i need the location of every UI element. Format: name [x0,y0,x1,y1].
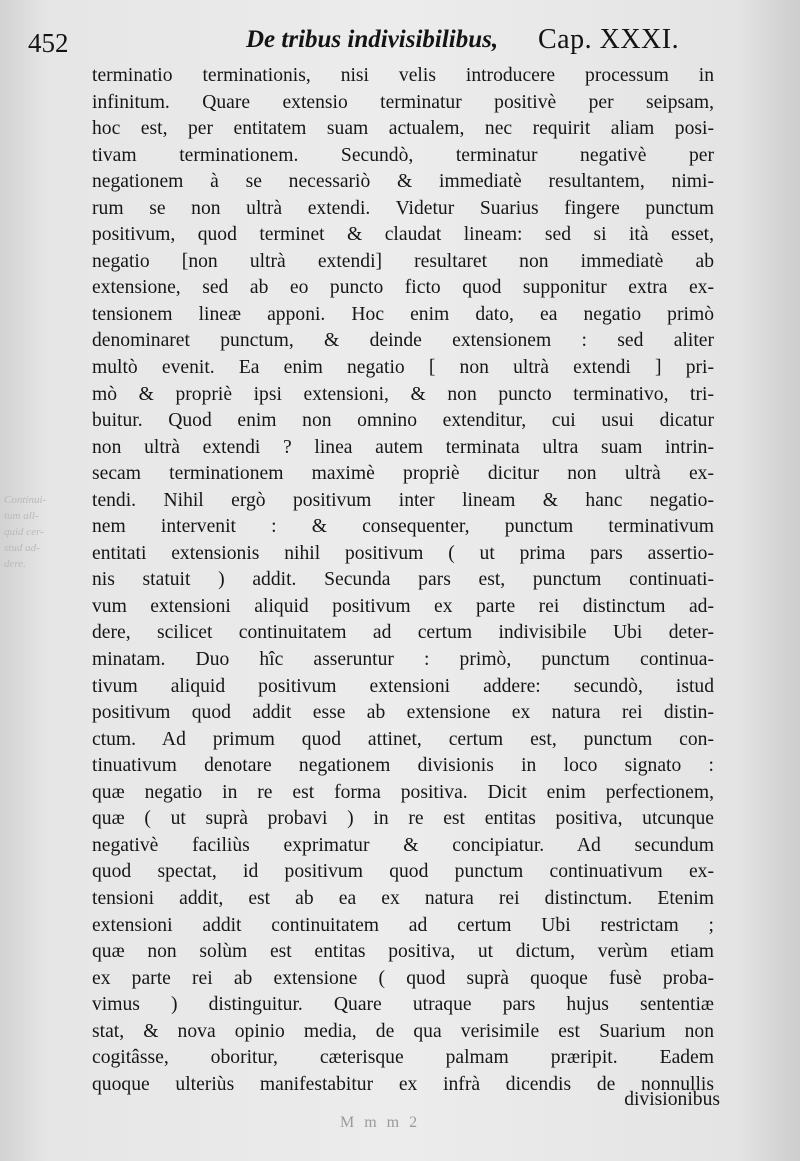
text-line: infinitum. Quare extensio terminatur positivè per seipsam, [92,91,714,113]
text-line: cogitâsse, oboritur, cæterisque palmam præripit. Eadem [92,1047,714,1069]
book-title: De tribus indivisibilibus, [246,26,499,53]
text-line: positivum quod addit esse ab extensione ex natura rei distin- [92,702,714,724]
text-line: tivum aliquid positivum extensioni addere: secundò, istud [92,675,714,697]
text-line: vimus ) distinguitur. Quare utraque pars hujus sententiæ [92,994,714,1016]
text-line: nis statuit ) addit. Secunda pars est, punctum continuati- [92,569,714,591]
text-line: extensioni addit continuitatem ad certum Ubi restrictam ; [92,914,714,936]
text-line: terminatio terminationis, nisi velis introducere processum in [92,65,714,86]
running-head [28,22,688,62]
text-line: dere, scilicet continuitatem ad certum indivisibile Ubi deter- [92,622,714,644]
text-line: quod spectat, id positivum quod punctum continuativum ex- [92,861,714,883]
body-text [92,63,714,1098]
text-line: mò & propriè ipsi extensioni, & non puncto terminativo, tri- [92,383,714,405]
text-line: vum extensioni aliquid positivum ex parte rei distinctum ad- [92,595,714,617]
text-line: secam terminationem maximè propriè dicitur non ultrà ex- [92,463,714,485]
text-line: tinuativum denotare negationem divisionis in loco signato : [92,755,714,777]
catchword: divisionibus [624,1089,720,1110]
bleed-through-margin-note [4,492,74,592]
text-line: minatam. Duo hîc asseruntur : primò, punctum continua- [92,649,714,671]
text-line: quæ non solùm est entitas positiva, ut dictum, verùm etiam [92,941,714,963]
bleed-through-line: Continui- [4,494,47,506]
text-line: negativè faciliùs exprimatur & concipiatur. Ad secundum [92,834,714,856]
text-line: denominaret punctum, & deinde extensionem : sed aliter [92,330,714,352]
text-line: hoc est, per entitatem suam actualem, nec requirit aliam posi- [92,118,714,140]
text-line: ctum. Ad primum quod attinet, certum est, punctum con- [92,728,714,750]
bleed-through-line: dere. [4,558,26,570]
text-line: positivum, quod terminet & claudat lineam: sed si ità esset, [92,224,714,246]
text-line: rum se non ultrà extendi. Videtur Suarius fingere punctum [92,197,714,219]
text-line: multò evenit. Ea enim negatio [ non ultrà extendi ] pri- [92,357,714,379]
chapter-label: Cap. XXXI. [538,24,680,55]
text-line: tendi. Nihil ergò positivum inter lineam & hanc negatio- [92,489,714,511]
text-line: negatio [non ultrà extendi] resultaret non immediatè ab [92,250,714,272]
text-line: ex parte rei ab extensione ( quod suprà quoque fusè proba- [92,967,714,989]
page-number: 452 [28,28,69,58]
bleed-through-line: quid cer- [4,526,44,538]
text-line: nem intervenit : & consequenter, punctum terminativum [92,516,714,538]
text-line: tensionem lineæ apponi. Hoc enim dato, ea negatio primò [92,303,714,325]
text-line: negationem à se necessariò & immediatè resultantem, nimi- [92,171,714,193]
bleed-through-line: tum all- [4,510,39,522]
text-line: entitati extensionis nihil positivum ( ut prima pars assertio- [92,542,714,564]
text-line: tivam terminationem. Secundò, terminatur negativè per [92,144,714,166]
text-line: extensione, sed ab eo puncto ficto quod supponitur extra ex- [92,277,714,299]
text-line: quoque ulteriùs manifestabitur ex infrà dicendis de nonnullis [92,1073,714,1095]
text-line: buitur. Quod enim non omnino extenditur, cui usui dicatur [92,410,714,432]
text-line: quæ ( ut suprà probavi ) in re est entitas positiva, utcunque [92,808,714,830]
signature-mark: M m m 2 [340,1114,421,1131]
text-line: non ultrà extendi ? linea autem terminata ultra suam intrin- [92,436,714,458]
bleed-through-line: stud ad- [4,542,40,554]
text-line: stat, & nova opinio media, de qua verisimile est Suarium non [92,1020,714,1042]
text-line: quæ negatio in re est forma positiva. Dicit enim perfectionem, [92,781,714,803]
text-line: tensioni addit, est ab ea ex natura rei distinctum. Etenim [92,887,714,909]
